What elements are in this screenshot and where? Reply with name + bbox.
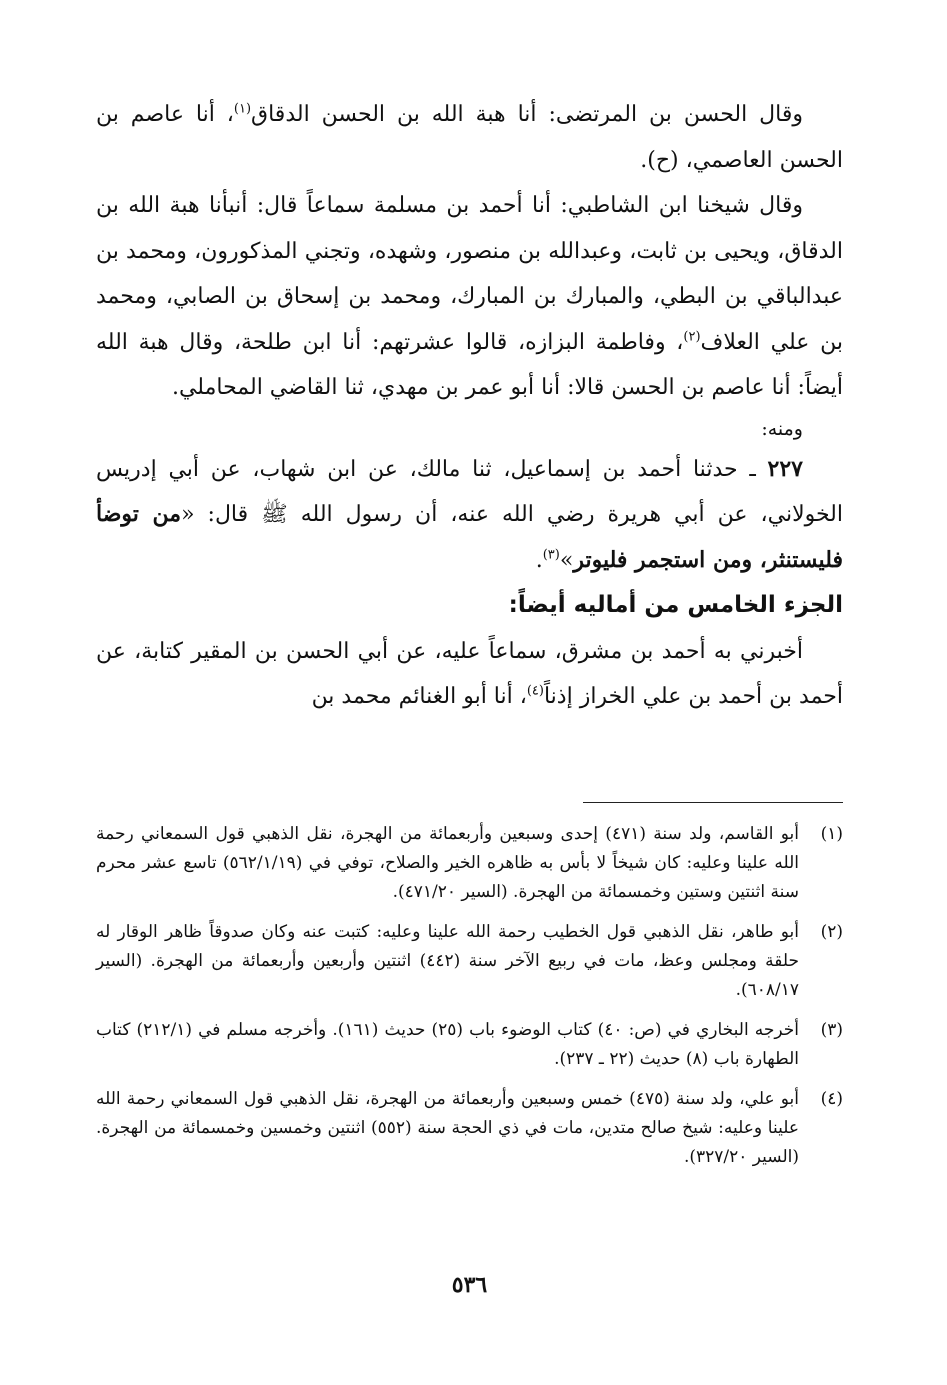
footnote-text: أخرجه البخاري في (ص: ٤٠) كتاب الوضوء باب (٢٥) حديث (١٦١). وأخرجه مسلم في (٢١٢/١) كتاب الطهارة باب (٨) حديث (٢٢ ـ ٢٣٧). bbox=[96, 1020, 799, 1069]
footnote-number: (٤) bbox=[820, 1089, 843, 1109]
main-text bbox=[96, 92, 843, 720]
paragraph-2: وقال شيخنا ابن الشاطبي: أنا أحمد بن مسلمة سماعاً قال: أنبأنا هبة الله بن الدقاق، ويحيى بن ثابت، وعبدالله بن منصور، وشهده، وتجني المذكورون، ومحمد بن عبدالباقي بن البطي، والمبارك بن المبارك، ومحمد بن إسحاق بن الصابي، ومحمد بن علي العلاف$^{(٢)}$، وفاطمة البزازه، قالوا عشرتهم: أنا ابن طلحة، وقال هبة الله أيضاً: أنا عاصم بن الحسن قالا: أنا أبو عمر بن مهدي، ثنا القاضي المحاملي. bbox=[96, 193, 843, 400]
footnote-1 bbox=[96, 820, 843, 907]
hadith-number: ٢٢٧ bbox=[767, 455, 803, 482]
book-page bbox=[96, 92, 843, 1385]
footnote-divider bbox=[583, 802, 843, 803]
footnote-ref-3: (٣) bbox=[542, 547, 560, 563]
footnote-text: أبو طاهر، نقل الذهبي قول الخطيب رحمة الله علينا وعليه: كتبت عنه وكان صدوقاً ظاهر الوقار له حلقة ومجلس وعظ، مات في ربيع الآخر سنة (٤٤٢) اثنتين وأربعين وأربعمائة من الهجرة. (السير ٦٠٨/١٧). bbox=[96, 922, 799, 1000]
page-number: ٥٣٦ bbox=[451, 1272, 488, 1298]
footnote-number: (٣) bbox=[820, 1020, 843, 1040]
footnote-4 bbox=[96, 1085, 843, 1172]
hadith-text: من توضأ فليستنثر، ومن استجمر فليوتر bbox=[96, 501, 843, 573]
paragraph-3: ومنه: bbox=[761, 417, 803, 440]
footnote-ref-2: (٢) bbox=[683, 329, 701, 345]
footnote-ref-1: (١) bbox=[233, 101, 252, 117]
footnote-3 bbox=[96, 1016, 843, 1074]
hadith-paragraph: ٢٢٧ ـ حدثنا أحمد بن إسماعيل، ثنا مالك، عن ابن شهاب، عن أبي إدريس الخولاني، عن أبي هريرة رضي الله عنه، أن رسول الله ﷺ قال: «من توضأ فليستنثر، ومن استجمر فليوتر»$^{(٣)}$. bbox=[96, 455, 843, 573]
footnote-text: أبو علي، ولد سنة (٤٧٥) خمس وسبعين وأربعمائة من الهجرة، نقل الذهبي قول السمعاني رحمة الله علينا وعليه: شيخ صالح متدين، مات في ذي الحجة سنة (٥٥٢) اثنتين وخمسين وخمسمائة من الهجرة. (السير ٣٢٧/٢٠). bbox=[96, 1089, 800, 1167]
paragraph-4: أخبرني به أحمد بن مشرق، سماعاً عليه، عن أبي الحسن بن المقير كتابة، عن أحمد بن أحمد بن علي الخراز إذناً$^{(٤)}$، أنا أبو الغنائم محمد بن bbox=[96, 638, 843, 709]
section-heading: الجزء الخامس من أماليه أيضاً: bbox=[508, 592, 843, 618]
footnote-2 bbox=[96, 918, 843, 1005]
footnote-ref-4: (٤) bbox=[526, 683, 544, 699]
footnotes bbox=[96, 820, 843, 1183]
paragraph-1: وقال الحسن بن المرتضى: أنا هبة الله بن الحسن الدقاق$^{(١)}$، أنا عاصم بن الحسن العاصمي، (ح). bbox=[96, 101, 843, 173]
footnote-text: أبو القاسم، ولد سنة (٤٧١) إحدى وسبعين وأربعمائة من الهجرة، نقل الذهبي قول السمعاني رحمة الله علينا وعليه: كان شيخاً لا بأس به ظاهره الخير والصلاح، توفي في (٥٦٢/١/١٩) تاسع عشر محرم سنة اثنتين وستين وخمسمائة من الهجرة. (السير ٤٧١/٢٠). bbox=[96, 824, 800, 902]
footnote-number: (١) bbox=[820, 824, 843, 844]
footnote-number: (٢) bbox=[820, 922, 843, 942]
